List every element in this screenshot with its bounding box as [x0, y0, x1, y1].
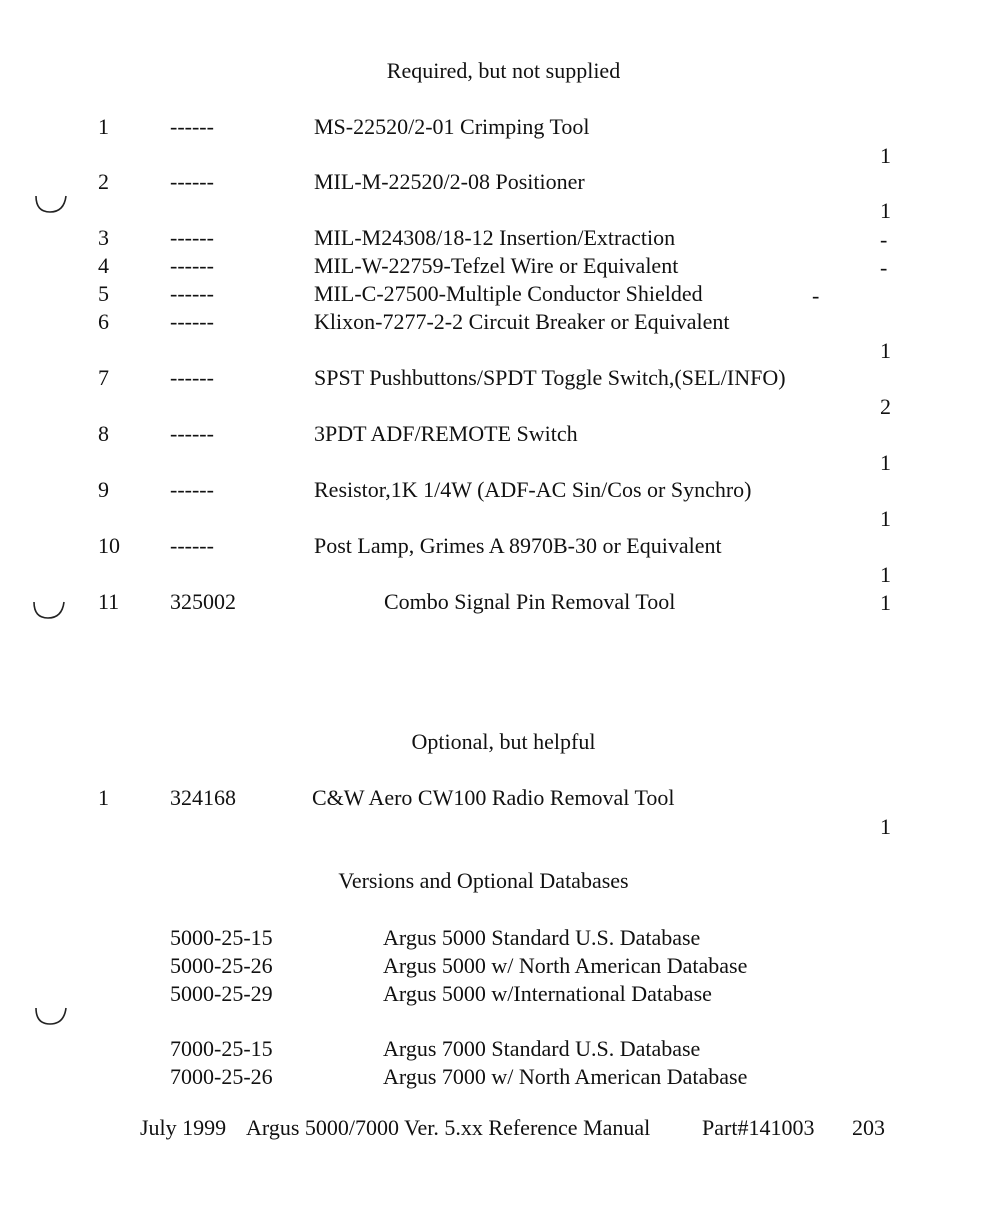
optional-item-description: C&W Aero CW100 Radio Removal Tool [312, 785, 675, 810]
required-item-quantity: 1 [880, 590, 891, 615]
required-item-description: SPST Pushbuttons/SPDT Toggle Switch,(SEL/INFO) [314, 365, 786, 390]
required-item-part: ------ [170, 421, 214, 446]
optional-item-quantity: 1 [880, 814, 891, 839]
binding-hole-mark [32, 1004, 72, 1030]
required-heading: Required, but not supplied [386, 58, 621, 83]
required-item-description: Klixon-7277-2-2 Circuit Breaker or Equivalent [314, 309, 730, 334]
required-item-description: MS-22520/2-01 Crimping Tool [314, 114, 590, 139]
required-item-number: 3 [98, 225, 109, 250]
version-part-number: 7000-25-26 [170, 1064, 273, 1089]
required-item-part: ------ [170, 253, 214, 278]
required-item-number: 8 [98, 421, 109, 446]
version-part-number: 7000-25-15 [170, 1036, 273, 1061]
version-description: Argus 5000 w/International Database [383, 981, 712, 1006]
required-item-quantity: 1 [880, 143, 891, 168]
version-part-number: 5000-25-29 [170, 981, 273, 1006]
required-item-description: Combo Signal Pin Removal Tool [384, 589, 676, 614]
optional-item-number: 1 [98, 785, 109, 810]
required-item-quantity: 1 [880, 562, 891, 587]
version-description: Argus 5000 w/ North American Database [383, 953, 748, 978]
required-item-quantity: 1 [880, 506, 891, 531]
required-item-number: 6 [98, 309, 109, 334]
required-item-quantity: 1 [880, 338, 891, 363]
required-item-number: 7 [98, 365, 109, 390]
required-item-number: 11 [98, 589, 120, 614]
version-description: Argus 5000 Standard U.S. Database [383, 925, 701, 950]
required-item-number: 5 [98, 281, 109, 306]
required-item-part: 325002 [170, 589, 236, 614]
footer-manual-title: Argus 5000/7000 Ver. 5.xx Reference Manual [246, 1115, 651, 1140]
required-item-quantity: 2 [880, 394, 891, 419]
required-item-part: ------ [170, 309, 214, 334]
required-item-part: ------ [170, 225, 214, 250]
footer-page-number: 203 [852, 1115, 885, 1140]
version-description: Argus 7000 w/ North American Database [383, 1064, 748, 1089]
optional-heading: Optional, but helpful [411, 729, 596, 754]
footer-part-number: Part#141003 [702, 1115, 815, 1140]
required-item-description: 3PDT ADF/REMOTE Switch [314, 421, 578, 446]
required-item-part: ------ [170, 281, 214, 306]
required-item-part: ------ [170, 169, 214, 194]
required-item-number: 9 [98, 477, 109, 502]
required-item-quantity: - [880, 227, 888, 252]
versions-heading: Versions and Optional Databases [338, 868, 629, 893]
required-item-part: ------ [170, 533, 214, 558]
required-item-quantity: 1 [880, 450, 891, 475]
version-description: Argus 7000 Standard U.S. Database [383, 1036, 701, 1061]
optional-item-part: 324168 [170, 785, 236, 810]
required-item-number: 10 [98, 533, 120, 558]
version-part-number: 5000-25-26 [170, 953, 273, 978]
required-item-part: ------ [170, 114, 214, 139]
required-item-description: MIL-M24308/18-12 Insertion/Extraction [314, 225, 676, 250]
required-item-quantity: - [880, 255, 888, 280]
required-item-number: 2 [98, 169, 109, 194]
required-item-description: Resistor,1K 1/4W (ADF-AC Sin/Cos or Synchro) [314, 477, 752, 502]
binding-hole-mark [32, 192, 72, 218]
required-item-quantity: 1 [880, 198, 891, 223]
binding-hole-mark [30, 598, 70, 624]
footer-date: July 1999 [140, 1115, 227, 1140]
required-item-quantity: - [812, 283, 820, 308]
required-item-description: MIL-C-27500-Multiple Conductor Shielded [314, 281, 703, 306]
required-item-number: 1 [98, 114, 109, 139]
required-item-number: 4 [98, 253, 109, 278]
required-item-part: ------ [170, 477, 214, 502]
required-item-description: Post Lamp, Grimes A 8970B-30 or Equivalent [314, 533, 722, 558]
required-item-description: MIL-M-22520/2-08 Positioner [314, 169, 585, 194]
version-part-number: 5000-25-15 [170, 925, 273, 950]
required-item-description: MIL-W-22759-Tefzel Wire or Equivalent [314, 253, 679, 278]
required-item-part: ------ [170, 365, 214, 390]
